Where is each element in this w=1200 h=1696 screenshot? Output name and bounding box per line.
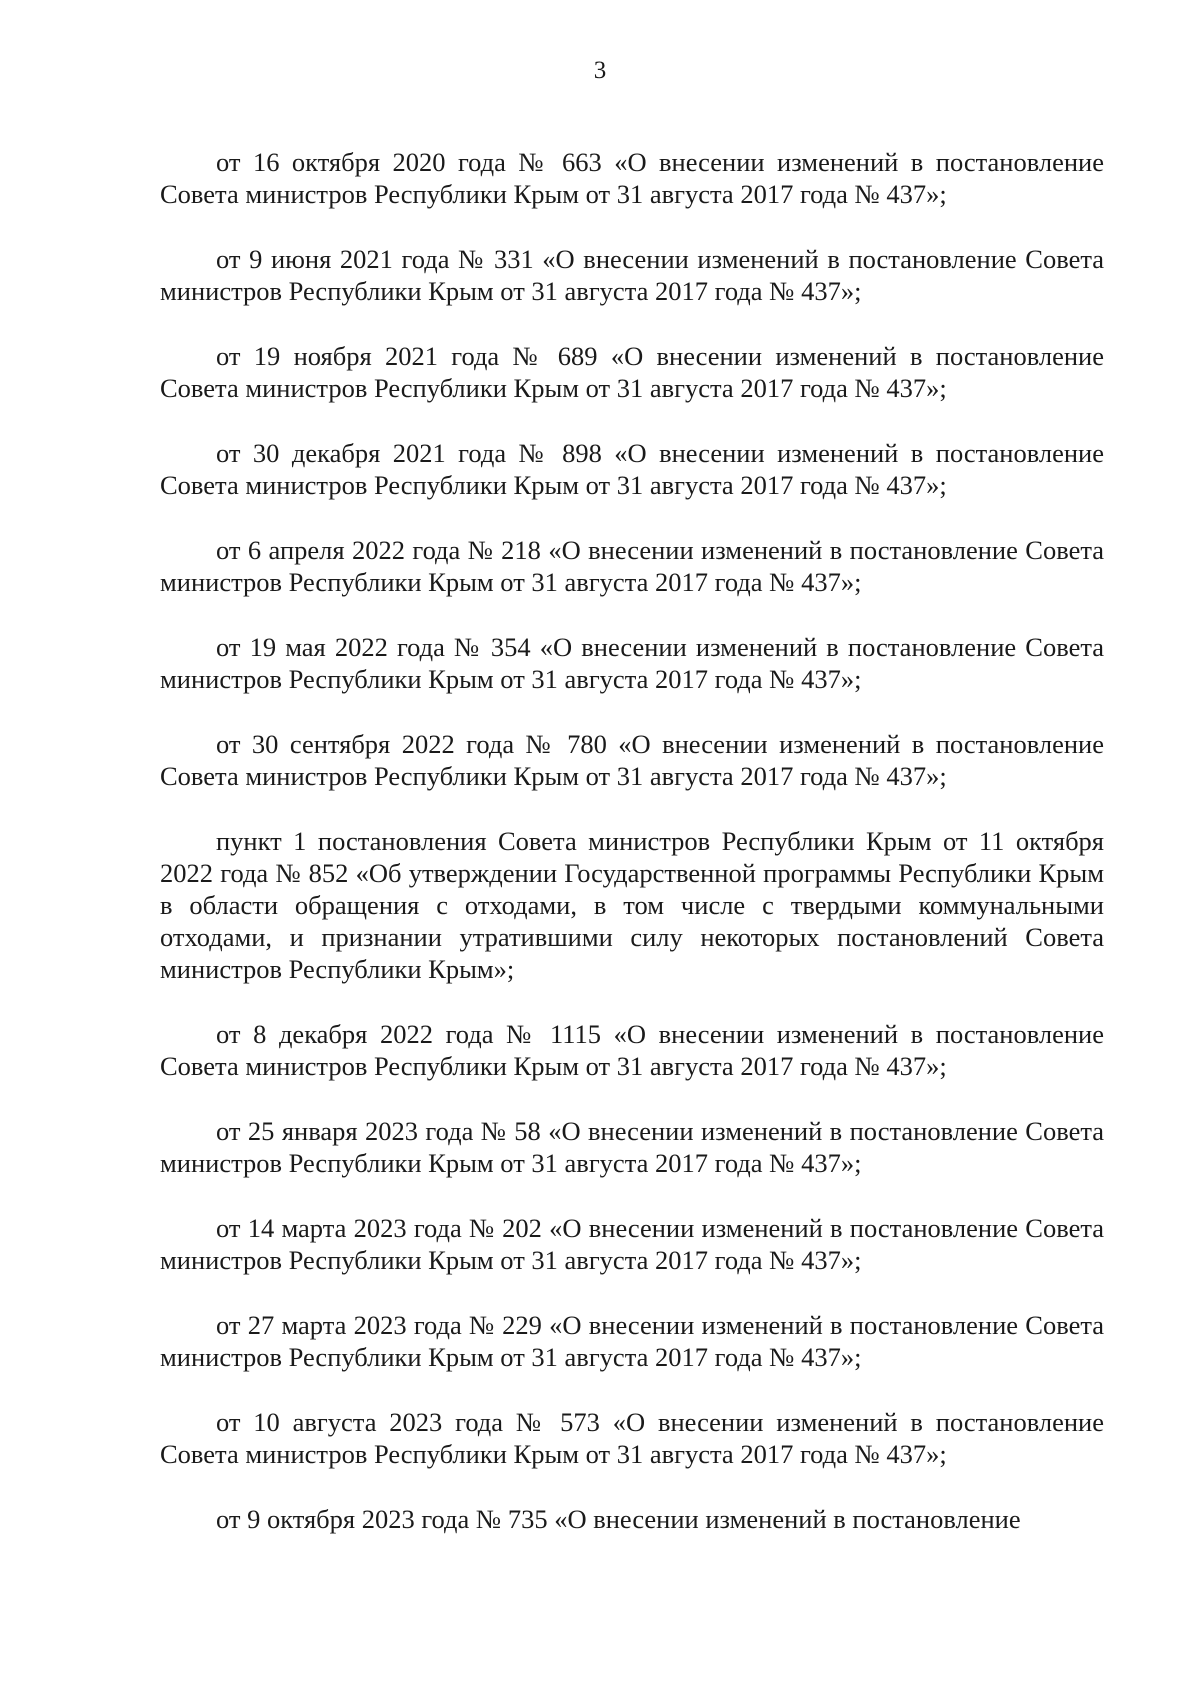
paragraph-line: Совета министров Республики Крым от 31 августа 2017 года № 437»;: [160, 535, 1104, 597]
paragraph-line: от 9 июня 2021 года № 331 «О внесении изменений в постановление: [216, 244, 1017, 274]
paragraph-line: от 30 декабря 2021 года № 898 «О внесении изменений в постановление: [216, 438, 1104, 468]
paragraph-line: Совета министров Республики Крым от 31 августа 2017 года № 437»;: [160, 1051, 947, 1081]
list-item: [160, 631, 1104, 695]
list-item: [160, 534, 1104, 598]
paragraph-line: Совета министров Республики Крым от 31 августа 2017 года № 437»;: [160, 373, 947, 403]
list-item: [160, 1018, 1104, 1082]
paragraph-line: от 14 марта 2023 года № 202 «О внесении изменений в постановление: [216, 1213, 1019, 1243]
list-item: [160, 243, 1104, 307]
paragraph-line: от 16 октября 2020 года № 663 «О внесении изменений в постановление: [216, 147, 1104, 177]
list-item: [160, 1212, 1104, 1276]
paragraph-line: Совета министров Республики Крым от 31 августа 2017 года № 437»;: [160, 761, 947, 791]
paragraph-line: Совета министров Республики Крым от 31 августа 2017 года № 437»;: [160, 1439, 947, 1469]
paragraph-line: Совета министров Республики Крым от 31 августа 2017 года № 437»;: [160, 1116, 1105, 1178]
paragraph-line: Совета министров Республики Крым от 31 августа 2017 года № 437»;: [160, 244, 1104, 306]
list-item: [160, 437, 1104, 501]
list-item: [160, 1309, 1104, 1373]
list-item: [160, 1503, 1104, 1535]
list-item: [160, 1406, 1104, 1470]
paragraph-line: от 10 августа 2023 года № 573 «О внесении изменений в постановление: [216, 1407, 1104, 1437]
paragraph-line: Совета министров Республики Крым от 31 августа 2017 года № 437»;: [160, 1310, 1105, 1372]
list-item: [160, 340, 1104, 404]
paragraph-line: от 19 ноября 2021 года № 689 «О внесении изменений в постановление: [216, 341, 1104, 371]
document-body: [160, 146, 1104, 1568]
paragraph-line: от 25 января 2023 года № 58 «О внесении изменений в постановление: [216, 1116, 1018, 1146]
paragraph-line: Совета министров Республики Крым от 31 августа 2017 года № 437»;: [160, 179, 947, 209]
paragraph-line: от 30 сентября 2022 года № 780 «О внесении изменений в постановление: [216, 729, 1104, 759]
page-number: 3: [593, 57, 607, 84]
paragraph-line: от 19 мая 2022 года № 354 «О внесении изменений в постановление: [216, 632, 1017, 662]
paragraph-line: Совета министров Республики Крым от 31 августа 2017 года № 437»;: [160, 470, 947, 500]
paragraph-line: от 27 марта 2023 года № 229 «О внесении изменений в постановление: [216, 1310, 1019, 1340]
list-item: [160, 728, 1104, 792]
list-item-long: пункт 1 постановления Совета министров Республики Крым от 11 октября 2022 года № 852 «Об утверждении Государственной программы Республики Крым в области обращения с отходами, в том числе с твердыми коммунальными отходами, и признании утратившими силу некоторых постановлений Совета министров Республики Крым»;: [160, 826, 1104, 984]
list-item: [160, 146, 1104, 210]
paragraph-line: от 9 октября 2023 года № 735 «О внесении изменений в постановление: [216, 1504, 1021, 1534]
paragraph-line: от 6 апреля 2022 года № 218 «О внесении изменений в постановление: [216, 535, 1018, 565]
paragraph-line: от 8 декабря 2022 года № 1115 «О внесении изменений в постановление: [216, 1019, 1104, 1049]
paragraph-line: Совета министров Республики Крым от 31 августа 2017 года № 437»;: [160, 632, 1104, 694]
paragraph-line: Совета министров Республики Крым от 31 августа 2017 года № 437»;: [160, 1213, 1105, 1275]
list-item: [160, 1115, 1104, 1179]
